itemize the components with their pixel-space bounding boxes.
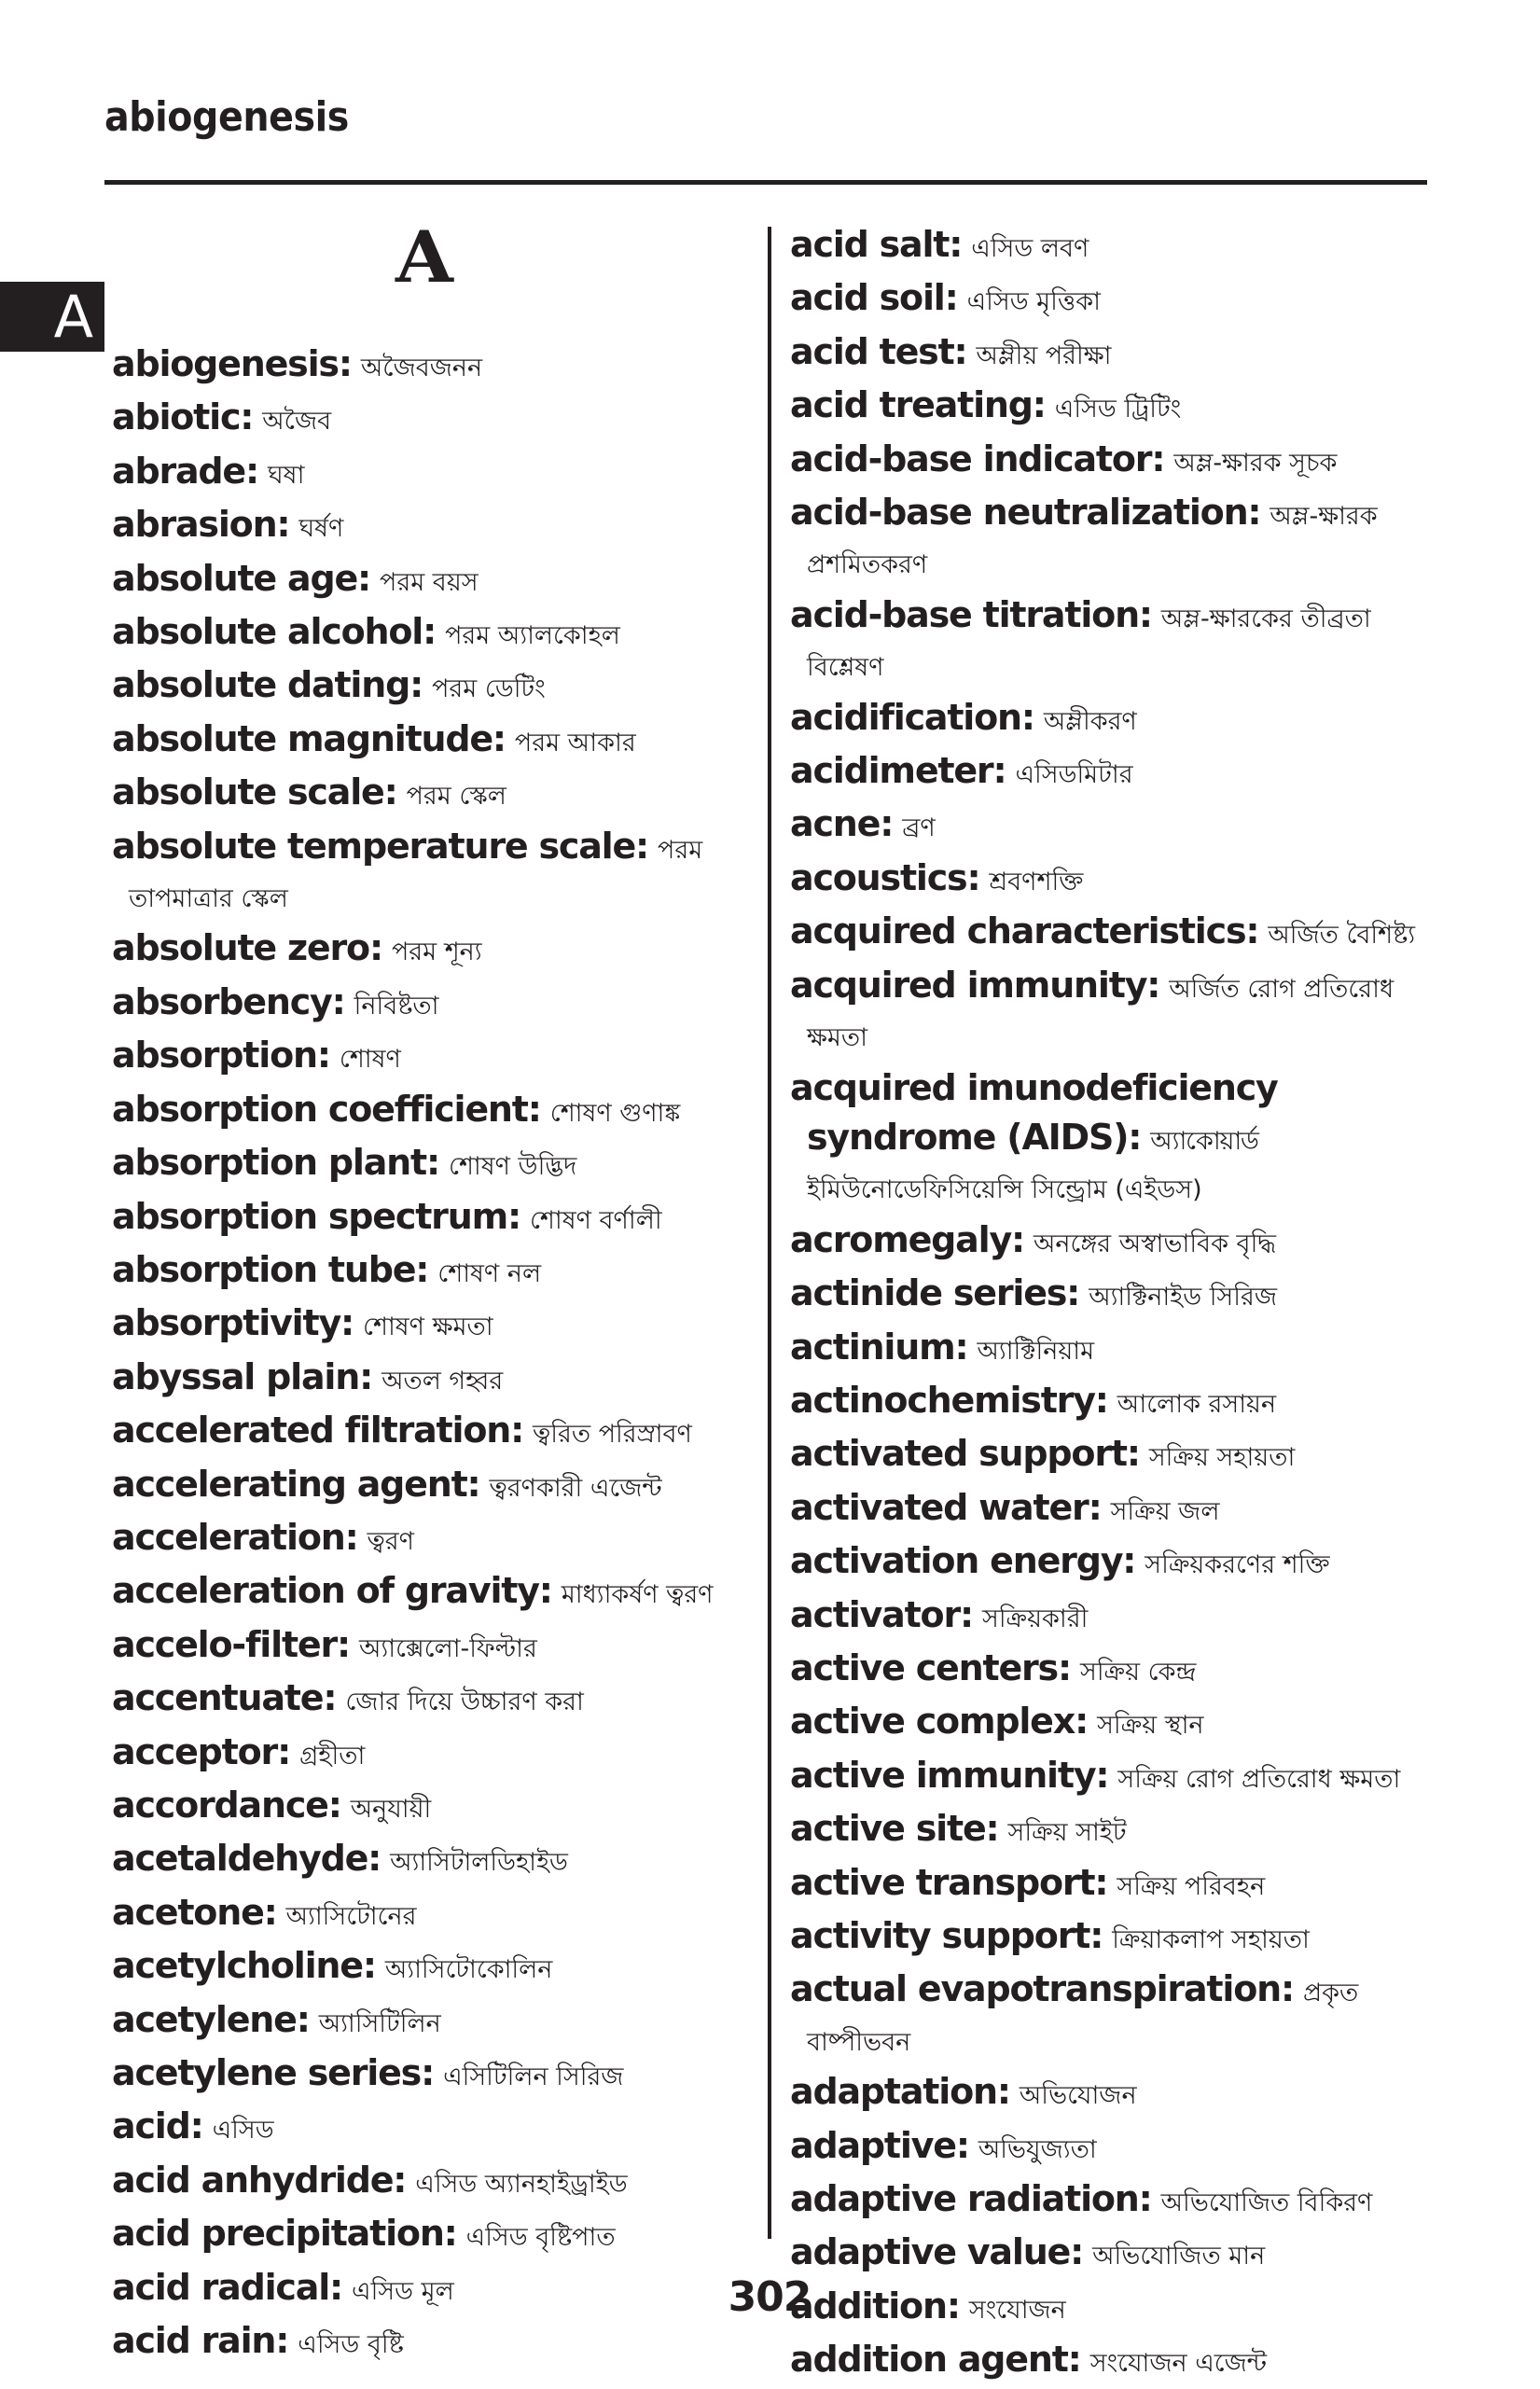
page-number: 302 (728, 2273, 812, 2321)
entry-term: active transport: (790, 1861, 1108, 1903)
dictionary-entry (112, 340, 756, 393)
entry-translation: অভিযুজ্যতা (978, 2134, 1097, 2164)
dictionary-entry (790, 2228, 1443, 2281)
dictionary-entry (112, 924, 756, 977)
entry-translation: শোষণ ক্ষমতা (363, 1313, 493, 1342)
entry-term: acid-base neutralization: (790, 492, 1261, 534)
entry-term: acidimeter: (790, 750, 1006, 792)
section-letter-heading: A (395, 215, 453, 299)
entry-term: accelo-filter: (112, 1623, 351, 1665)
entry-term: addition: (790, 2285, 960, 2326)
entry-translation: এসিড ট্রিটিং (1054, 395, 1182, 424)
dictionary-entry (790, 1911, 1443, 1965)
entry-translation: পরম (658, 835, 703, 865)
entry-translation: প্রকৃত (1302, 1979, 1359, 2008)
dictionary-entry (112, 822, 756, 924)
dictionary-entry (112, 1728, 756, 1781)
entry-translation: এসিড বৃষ্টি (298, 2330, 404, 2360)
entry-term: active complex: (790, 1701, 1089, 1743)
entry-term: acetylcholine: (112, 1945, 376, 1987)
dictionary-entry (112, 1245, 756, 1299)
entry-translation: শোষণ নল (437, 1258, 542, 1288)
entry-term: abiotic: (112, 396, 254, 438)
entry-translation: অর্জিত বৈশিষ্ট্য (1268, 921, 1416, 951)
entry-term: acidification: (790, 696, 1034, 738)
entry-translation: এসিডমিটার (1015, 760, 1133, 790)
entry-term-continuation: syndrome (AIDS): অ্যাকোয়ার্ড (807, 1116, 1258, 1158)
dictionary-entry (790, 1536, 1443, 1590)
entry-translation: এসিড মৃত্তিকা (966, 287, 1101, 317)
entry-term: acceptor: (112, 1730, 291, 1772)
entry-translation: শোষণ বর্ণালী (529, 1205, 662, 1235)
entry-translation: অভিযোজন (1019, 2081, 1137, 2111)
dictionary-entry (790, 1751, 1443, 1804)
entry-translation: এসিড (212, 2116, 274, 2146)
dictionary-entry (790, 1215, 1443, 1269)
entry-translation: ব্রণ (902, 813, 936, 843)
dictionary-entry (790, 2174, 1443, 2228)
entry-term: addition agent: (790, 2339, 1081, 2381)
entry-term: absorbency: (112, 980, 345, 1022)
entry-translation-continuation: তাপমাত্রার স্কেল (129, 884, 288, 914)
entry-translation-continuation: বাষ্পীভবন (807, 2027, 911, 2057)
entry-translation: সক্রিয় স্থান (1097, 1711, 1204, 1741)
entry-term: actinium: (790, 1326, 968, 1368)
dictionary-entry (112, 2049, 756, 2102)
entry-translation: শোষণ (339, 1045, 401, 1075)
dictionary-entry (112, 768, 756, 821)
entry-term: accentuate: (112, 1677, 337, 1719)
dictionary-entry (790, 220, 1443, 273)
dictionary-entry (112, 1620, 756, 1674)
entry-term: acid precipitation: (112, 2213, 457, 2255)
entry-term: absorptivity: (112, 1302, 354, 1344)
dictionary-entry (112, 1941, 756, 1994)
entry-translation: ত্বরণ (367, 1526, 414, 1556)
entry-term: acceleration: (112, 1516, 358, 1558)
entry-term: accordance: (112, 1784, 341, 1826)
entry-term: activated support: (790, 1433, 1140, 1475)
dictionary-entry (790, 907, 1443, 960)
dictionary-entry (790, 799, 1443, 853)
entry-translation: অ্যাক্টিনিয়াম (977, 1336, 1095, 1366)
dictionary-entry (112, 2316, 756, 2369)
entry-translation-continuation: প্রশমিতকরণ (807, 550, 928, 580)
entry-translation: সক্রিয় জল (1110, 1496, 1220, 1526)
entry-term: absolute magnitude: (112, 717, 506, 759)
dictionary-entry (790, 1483, 1443, 1536)
entry-translation: পরম স্কেল (406, 782, 506, 812)
dictionary-entry (790, 381, 1443, 434)
dictionary-entry (790, 1804, 1443, 1857)
entry-translation: এসিটিলিন সিরিজ (443, 2063, 624, 2091)
dictionary-entry (112, 1353, 756, 1406)
dictionary-entry (112, 1834, 756, 1887)
dictionary-entry (112, 715, 756, 768)
entry-translation: অ্যাসিটিলিন (318, 2008, 441, 2038)
entry-term: absolute alcohol: (112, 611, 437, 653)
entry-term: abyssal plain: (112, 1355, 373, 1397)
entry-term: acid test: (790, 330, 967, 372)
entry-term: absorption plant: (112, 1142, 439, 1184)
dictionary-entry (790, 1697, 1443, 1750)
entry-term: acid: (112, 2105, 203, 2147)
entry-translation: অ্যাক্সেলো-ফিল্টার (359, 1633, 537, 1663)
entry-term: acromegaly: (790, 1218, 1025, 1260)
entry-translation: পরম অ্যালকোহল (445, 621, 620, 651)
entry-term: abrade: (112, 450, 258, 492)
dictionary-entry (790, 1323, 1443, 1376)
dictionary-entry (790, 2067, 1443, 2120)
entry-translation: ক্রিয়াকলাপ সহায়তা (1112, 1925, 1310, 1954)
entry-translation: পরম শূন্য (391, 938, 482, 967)
entry-translation: সক্রিয় সাইট (1007, 1818, 1127, 1848)
dictionary-entry (790, 1965, 1443, 2067)
entry-term: acetaldehyde: (112, 1838, 382, 1880)
entry-term: activated water: (790, 1486, 1102, 1528)
dictionary-entry (790, 273, 1443, 326)
entry-translation: সক্রিয় পরিবহন (1117, 1871, 1266, 1901)
entry-translation-continuation: ইমিউনোডেফিসিয়েন্সি সিন্ড্রোম (এইডস) (807, 1175, 1202, 1205)
entry-translation: সক্রিয় রোগ প্রতিরোধ ক্ষমতা (1117, 1764, 1401, 1794)
dictionary-entry (112, 1566, 756, 1619)
entry-term: acid-base titration: (790, 593, 1152, 635)
entry-term: absorption coefficient: (112, 1088, 541, 1130)
dictionary-entry (790, 1644, 1443, 1697)
entry-term: acid anhydride: (112, 2159, 407, 2201)
running-head: abiogenesis (104, 93, 349, 141)
dictionary-entry (112, 2156, 756, 2209)
entry-translation: আলোক রসায়ন (1117, 1389, 1277, 1419)
entry-term: acoustics: (790, 856, 980, 898)
entry-translation-continuation: বিশ্লেষণ (807, 653, 884, 683)
dictionary-entry (112, 393, 756, 446)
entry-translation: ঘর্ষণ (298, 514, 344, 544)
entry-term: acceleration of gravity: (112, 1570, 552, 1612)
dictionary-entry (790, 854, 1443, 907)
entry-translation-continuation: ক্ষমতা (807, 1023, 867, 1053)
entry-term: absorption tube: (112, 1248, 429, 1290)
entry-translation: অনঙ্গের অস্বাভাবিক বৃদ্ধি (1034, 1229, 1277, 1258)
column-divider (768, 227, 771, 2239)
entry-translation: এসিড লবণ (971, 234, 1089, 263)
entry-translation: অভিযোজিত মান (1092, 2242, 1266, 2271)
dictionary-entry (112, 2263, 756, 2316)
entry-term: actinochemistry: (790, 1379, 1108, 1421)
entry-translation: অজৈবজনন (360, 354, 483, 382)
entry-translation: মাধ্যাকর্ষণ ত্বরণ (561, 1580, 714, 1610)
entry-term: activation energy: (790, 1540, 1136, 1582)
entry-term: absolute age: (112, 557, 371, 599)
right-column (790, 220, 1443, 2389)
entry-term: acetylene: (112, 1998, 310, 2040)
entry-translation: ত্বরিত পরিস্রাবণ (533, 1420, 692, 1450)
entry-term: activator: (790, 1593, 973, 1635)
entry-term: abiogenesis: (112, 343, 352, 384)
entry-translation: পরম আকার (514, 728, 636, 757)
entry-term: absolute dating: (112, 664, 423, 706)
entry-term: adaptive radiation: (790, 2178, 1152, 2220)
entry-term: accelerated filtration: (112, 1410, 524, 1451)
entry-term: adaptation: (790, 2071, 1010, 2113)
thumb-index-tab: A (0, 282, 104, 352)
entry-translation: অ্যাসিটোকোলিন (384, 1955, 553, 1985)
entry-term: acid-base indicator: (790, 438, 1165, 479)
dictionary-entry (790, 1429, 1443, 1482)
dictionary-entry (112, 1674, 756, 1727)
entry-term: acid treating: (790, 384, 1046, 426)
dictionary-entry (112, 1299, 756, 1352)
entry-term: active site: (790, 1808, 999, 1850)
dictionary-entry (790, 2282, 1443, 2335)
entry-translation: অম্ল-ক্ষারকের তীব্রতা (1160, 604, 1371, 633)
dictionary-entry (790, 1063, 1443, 1215)
entry-translation: ত্বরণকারী এজেন্ট (489, 1473, 662, 1503)
entry-translation: অ্যাসিটালডিহাইড (390, 1848, 568, 1878)
entry-translation: সংযোজন এজেন্ট (1089, 2349, 1268, 2379)
dictionary-entry (790, 746, 1443, 799)
dictionary-entry (790, 488, 1443, 590)
dictionary-entry (112, 447, 756, 500)
entry-translation: পরম ডেটিং (432, 674, 546, 704)
entry-translation: অম্ল-ক্ষারক (1269, 502, 1378, 532)
entry-term: acid rain: (112, 2320, 289, 2362)
dictionary-entry (790, 1269, 1443, 1322)
dictionary-entry (790, 1858, 1443, 1911)
entry-translation: অম্লীকরণ (1043, 706, 1137, 736)
entry-translation: সক্রিয়করণের শক্তি (1145, 1550, 1330, 1580)
entry-term: activity support: (790, 1915, 1103, 1956)
entry-translation: অজৈব (262, 407, 332, 437)
entry-translation: সংযোজন (968, 2295, 1066, 2325)
dictionary-entry (112, 1781, 756, 1834)
entry-term: adaptive value: (790, 2231, 1084, 2273)
entry-translation: অম্লীয় পরীক্ষা (976, 340, 1112, 370)
dictionary-entry (790, 1590, 1443, 1644)
entry-translation: নিবিষ্টতা (354, 991, 439, 1021)
entry-translation: অর্জিত রোগ প্রতিরোধ (1169, 974, 1394, 1004)
entry-term: acquired characteristics: (790, 910, 1259, 952)
entry-translation: অনুযায়ী (350, 1794, 432, 1824)
dictionary-entry (790, 435, 1443, 488)
entry-translation: এসিড বৃষ্টিপাত (465, 2223, 616, 2253)
entry-translation: অতল গহ্বর (382, 1366, 504, 1396)
dictionary-entry (112, 1138, 756, 1191)
header-rule (104, 180, 1427, 185)
entry-translation: সক্রিয় সহায়তা (1148, 1443, 1296, 1473)
dictionary-entry (112, 978, 756, 1031)
dictionary-entry (790, 327, 1443, 381)
dictionary-entry (112, 1085, 756, 1138)
dictionary-entry (112, 554, 756, 607)
entry-translation: জোর দিয়ে উচ্চারণ করা (345, 1688, 584, 1717)
entry-term: absorption spectrum: (112, 1195, 520, 1237)
dictionary-entry (790, 2121, 1443, 2174)
entry-translation: এসিড মূল (352, 2276, 454, 2306)
entry-translation: অভিযোজিত বিকিরণ (1160, 2188, 1373, 2218)
left-column (112, 340, 756, 2369)
entry-term: active immunity: (790, 1754, 1109, 1796)
entry-term: acid salt: (790, 224, 963, 265)
dictionary-entry (112, 1406, 756, 1459)
dictionary-entry (112, 1031, 756, 1084)
dictionary-entry (112, 660, 756, 714)
entry-translation: শোষণ উদ্ভিদ (448, 1152, 577, 1182)
dictionary-entry (790, 693, 1443, 746)
entry-translation: অ্যাক্টিনাইড সিরিজ (1089, 1283, 1277, 1313)
entry-term: absorption: (112, 1035, 330, 1076)
dictionary-entry (790, 1376, 1443, 1429)
entry-term: adaptive: (790, 2124, 969, 2166)
dictionary-entry (790, 2335, 1443, 2388)
entry-term: absolute scale: (112, 771, 397, 813)
entry-term: active centers: (790, 1646, 1071, 1688)
dictionary-entry (790, 961, 1443, 1063)
entry-term: accelerating agent: (112, 1463, 480, 1505)
dictionary-entry (112, 1995, 756, 2049)
entry-translation: গ্রহীতা (299, 1741, 366, 1771)
entry-term: acquired immunity: (790, 964, 1160, 1006)
entry-translation: এসিড অ্যানহাইড্রাইড (415, 2169, 628, 2199)
entry-term: actinide series: (790, 1272, 1080, 1314)
entry-term: acid radical: (112, 2266, 343, 2308)
entry-translation: সক্রিয়কারী (981, 1604, 1089, 1633)
entry-translation: ঘষা (268, 460, 305, 490)
dictionary-entry (112, 1513, 756, 1566)
dictionary-entry (112, 1192, 756, 1245)
entry-term: abrasion: (112, 504, 290, 546)
entry-translation: সক্রিয় কেন্দ্র (1079, 1657, 1197, 1687)
dictionary-entry (112, 500, 756, 553)
dictionary-entry (790, 590, 1443, 693)
entry-term: acne: (790, 803, 894, 845)
entry-term: acetylene series: (112, 2052, 435, 2093)
entry-translation: শোষণ গুণাঙ্ক (549, 1098, 681, 1128)
dictionary-entry (112, 2209, 756, 2262)
entry-term: actual evapotranspiration: (790, 1968, 1294, 2010)
entry-translation: অ্যাকোয়ার্ড (1150, 1126, 1258, 1156)
dictionary-entry (112, 2102, 756, 2155)
entry-translation: অম্ল-ক্ষারক সূচক (1173, 448, 1338, 478)
dictionary-entry (112, 1888, 756, 1941)
entry-term: acid soil: (790, 277, 958, 319)
entry-term: acetone: (112, 1891, 277, 1933)
entry-translation: অ্যাসিটোনের (285, 1901, 417, 1931)
dictionary-entry (112, 607, 756, 660)
entry-term: absolute temperature scale: (112, 825, 649, 867)
entry-term: acquired imunodeficiency (790, 1066, 1278, 1108)
dictionary-entry (112, 1460, 756, 1513)
entry-term: absolute zero: (112, 927, 382, 969)
entry-translation: পরম বয়স (380, 567, 479, 597)
entry-translation: শ্রবণশক্তি (989, 867, 1084, 896)
